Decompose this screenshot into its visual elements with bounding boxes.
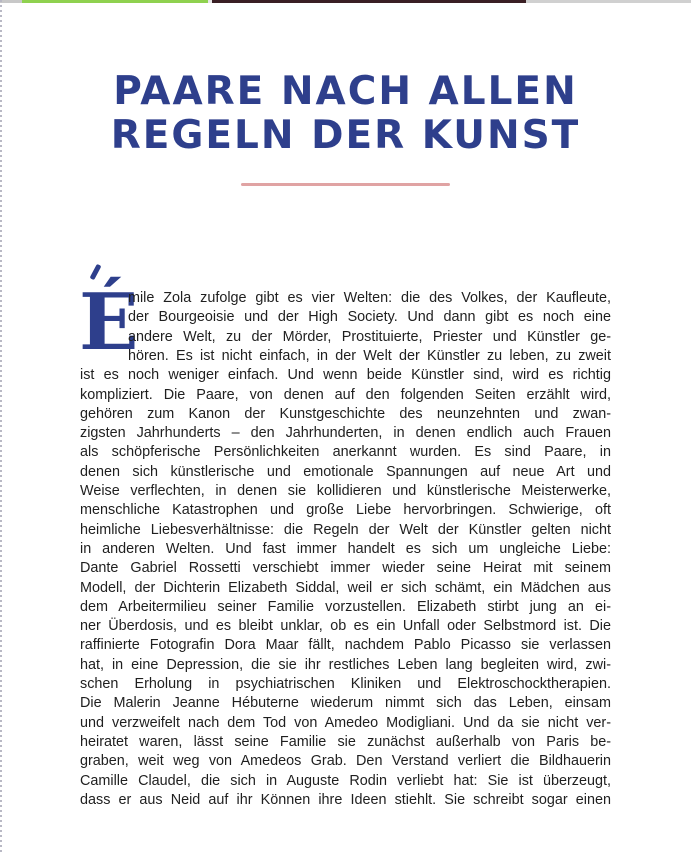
body-line: hören. Es ist nicht einfach, in der Welt der Künstler zu leben, zu zweit (128, 347, 611, 364)
body-line: heiratet waren, lässt seine Familie sie zunächst außerhalb von Paris be- (80, 733, 611, 750)
body-line: Modell, der Dichterin Elizabeth Siddal, weil er sich schämt, ein Mädchen aus (80, 579, 611, 596)
body-line: ist es noch weniger einfach. Und wenn beide Künstler sind, wird es richtig (80, 367, 611, 384)
body-line: mile Zola zufolge gibt es vier Welten: die des Volkes, der Kaufleute, (128, 290, 611, 306)
chapter-title-line-2: REGELN DER KUNST (110, 113, 581, 158)
body-line: gehören zum Kanon der Kunstgeschichte des neunzehnten und zwan- (80, 405, 611, 422)
body-line: und verzweifelt nach dem Tod von Amedeo Modigliani. Und da sie nicht ver- (80, 714, 611, 731)
body-line: Dante Gabriel Rossetti verschiebt immer wieder seine Heirat mit seinem (80, 560, 611, 577)
body-line: andere Welt, zu der Mörder, Prostituierte, Priester und Künstler ge- (128, 328, 611, 345)
body-line: der Bourgeoisie und der High Society. Und dann gibt es noch eine (128, 309, 611, 326)
title-underline (241, 183, 450, 186)
body-line: menschliche Katastrophen und große Liebe hervorbringen. Schwierige, oft (80, 502, 611, 519)
top-strip-grey-right (526, 0, 691, 3)
top-strip-grey (0, 0, 22, 3)
body-line: Die Malerin Jeanne Hébuterne wiederum nimmt sich das Leben, einsam (80, 695, 611, 712)
body-line: kompliziert. Die Paare, von denen auf den folgenden Seiten erzählt wird, (80, 386, 611, 403)
chapter-title-line-1: PAARE NACH ALLEN (113, 69, 578, 114)
body-line: Weise verflechten, in denen sie kollidieren und künstlerische Meisterwerke, (80, 483, 611, 499)
body-line: zigsten Jahrhunderts – den Jahrhunderten, in denen endlich auch Frauen (80, 425, 611, 442)
drop-cap: É (79, 277, 139, 368)
body-line: hat, in eine Depression, die sie ihr restliches Leben lang begleiten wird, zwi- (80, 656, 611, 673)
body-line: graben, weit weg von Amedeos Grab. Den Verstand verliert die Bildhauerin (80, 753, 611, 770)
body-line: denen sich künstlerische und emotionale Spannungen auf neue Art und (80, 463, 611, 480)
top-strip-green (22, 0, 208, 3)
body-line: heimliche Liebesverhältnisse: die Regeln der Welt der Künstler gelten nicht (80, 521, 611, 538)
body-line: dem Arbeitermilieu seiner Familie vorzustellen. Elizabeth stirbt jung an ei- (80, 598, 611, 615)
body-line: als schöpferische Persönlichkeiten anerkannt wurden. Es sind Paare, in (80, 444, 611, 461)
body-line: ner Überdosis, und es bleibt unklar, ob es ein Unfall oder Selbstmord ist. Die (80, 618, 611, 635)
top-strip-dark (212, 0, 526, 3)
body-line: schen Erholung in psychiatrischen Kliniken und Elektroschocktherapien. (80, 676, 611, 692)
body-line: Camille Claudel, die sich in Auguste Rodin verliebt hat: Sie ist überzeugt, (80, 772, 611, 789)
chapter-title (0, 70, 691, 158)
body-line: in anderen Welten. Und fast immer handelt es sich um ungleiche Liebe: (80, 540, 611, 557)
body-line: dass er aus Neid auf ihr Können ihre Ideen stiehlt. Sie schreibt sogar einen (80, 791, 611, 808)
body-line: raffinierte Fotografin Dora Maar fällt, nachdem Pablo Picasso sie verlassen (80, 637, 611, 654)
